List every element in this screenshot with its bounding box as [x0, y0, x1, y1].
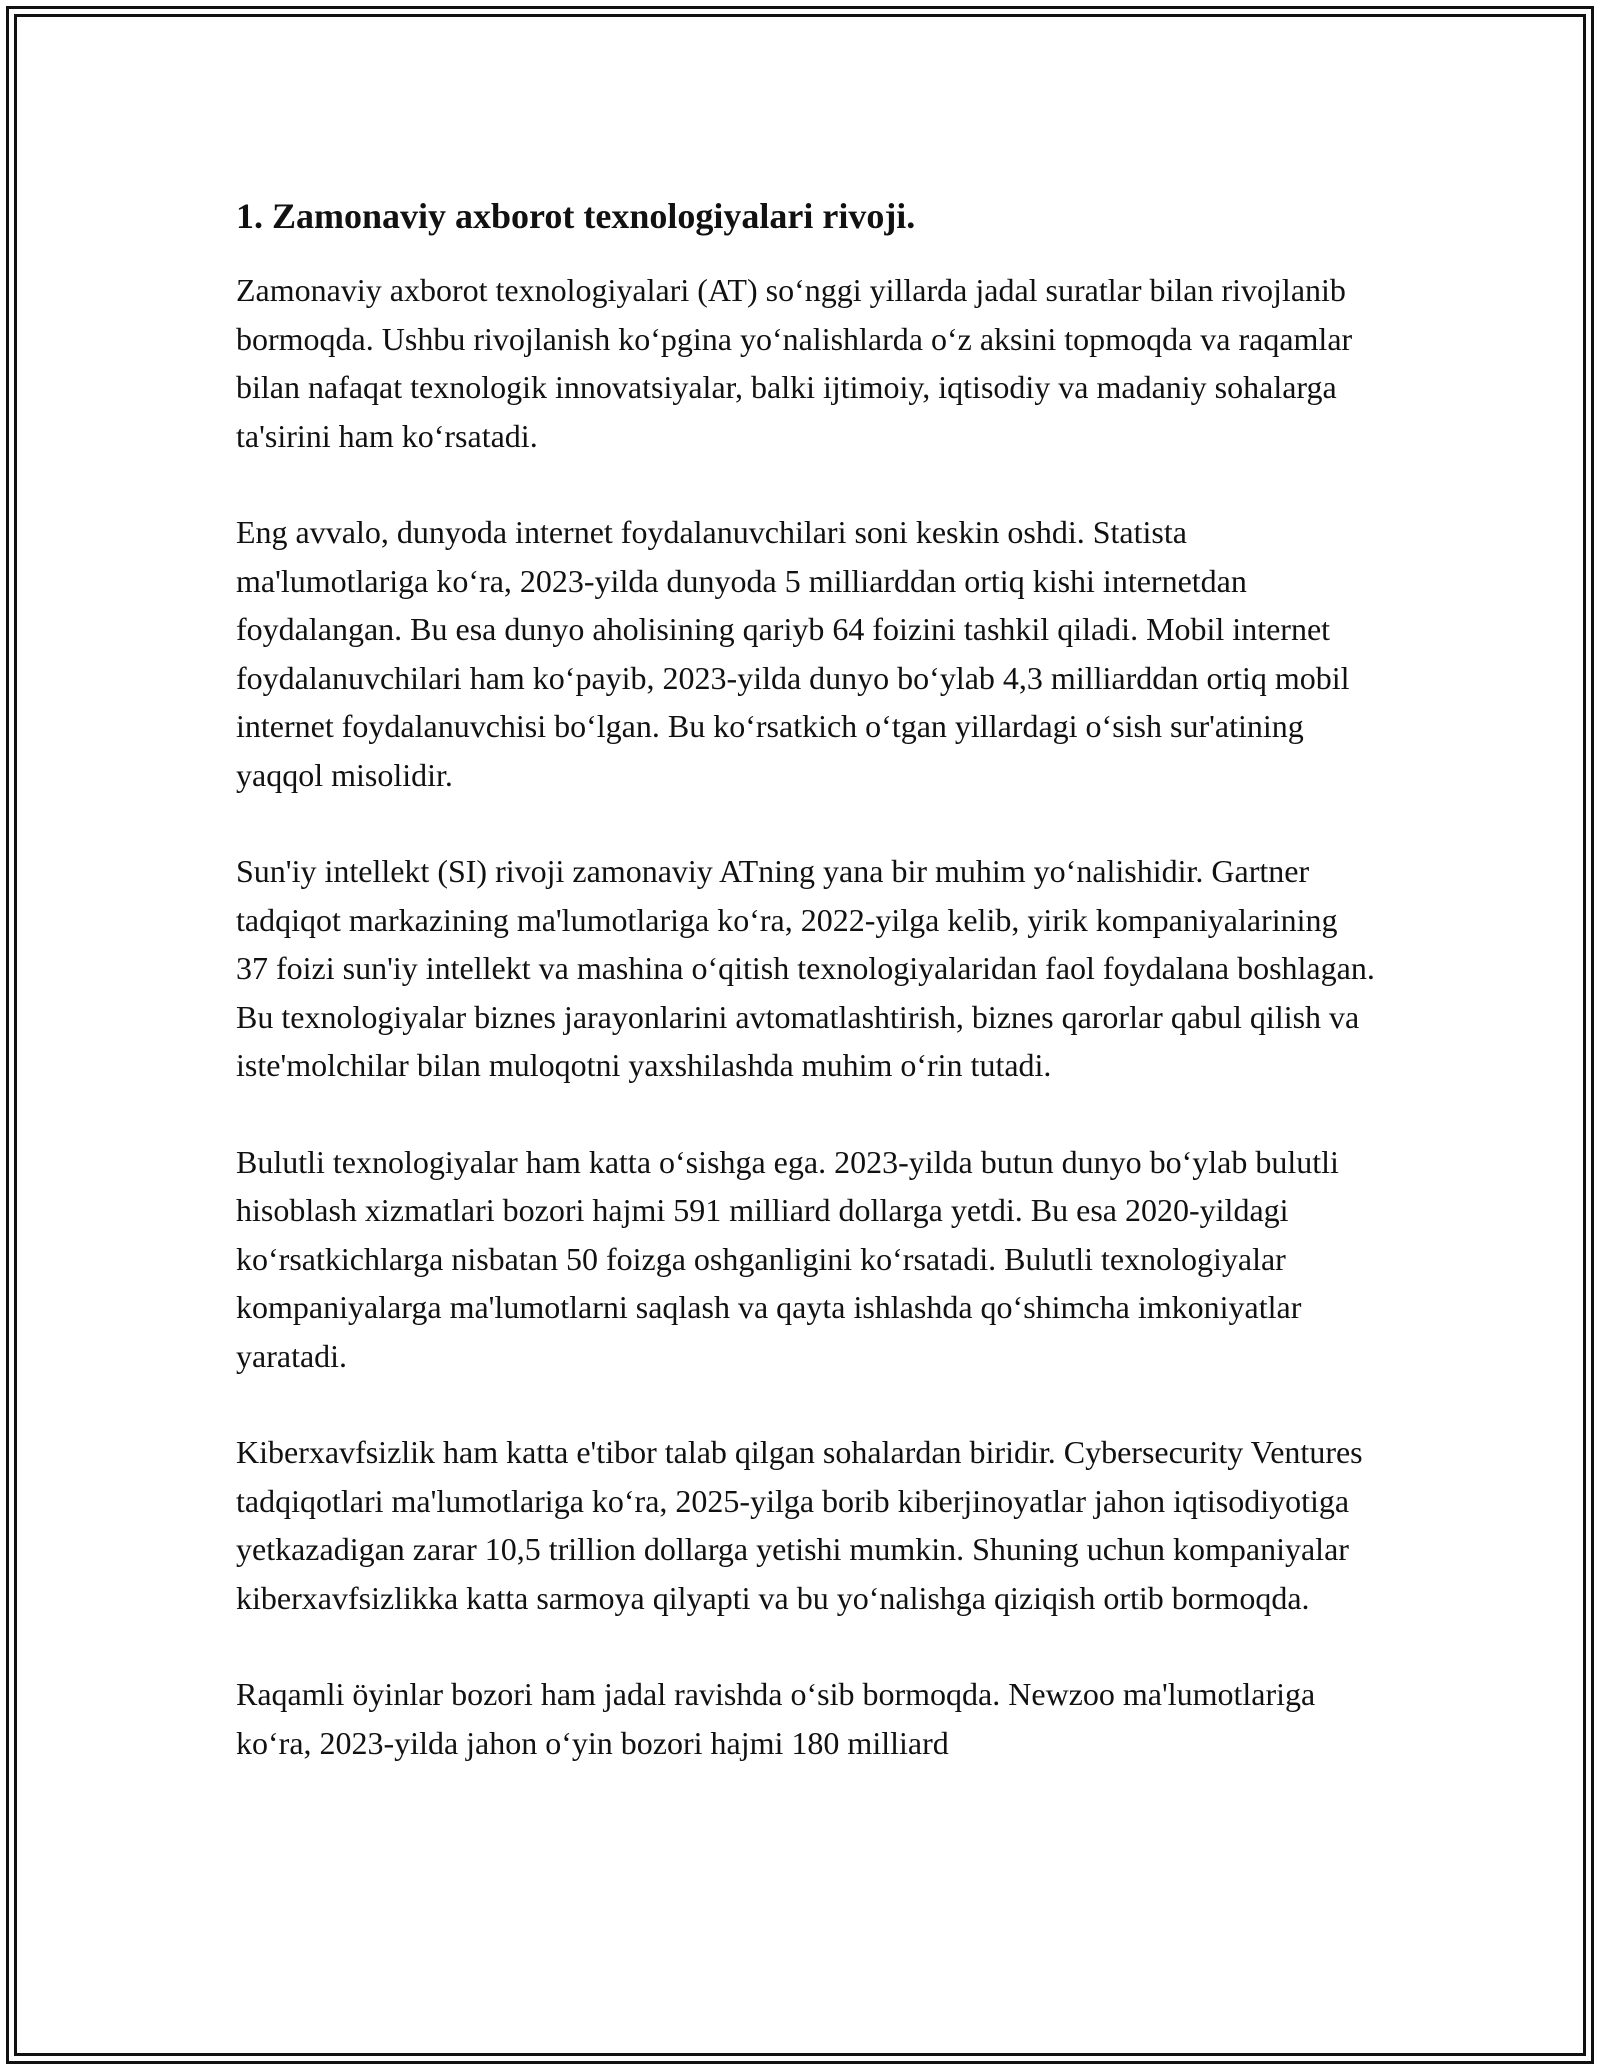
paragraph-digital-games: Raqamli öyinlar bozori ham jadal ravishda o‘sib bormoqda. Newzoo ma'lumotlariga ko‘ra, 2023-yilda jahon o‘yin bozori hajmi 180 milliard: [236, 1676, 1316, 1761]
section-heading: 1. Zamonaviy axborot texnologiyalari rivoji.: [236, 196, 916, 236]
paragraph-internet-users: Eng avvalo, dunyoda internet foydalanuvchilari soni keskin oshdi. Statista ma'lumotlariga ko‘ra, 2023-yilda dunyoda 5 milliarddan ortiq kishi internetdan foydalangan. Bu esa dunyo aholisining qariyb 64 foizini tashkil qiladi. Mobil internet foydalanuvchilari ham ko‘payib, 2023-yilda dunyo bo‘ylab 4,3 milliarddan ortiq mobil internet foydalanuvchisi bo‘lgan. Bu ko‘rsatkich o‘tgan yillardagi o‘sish sur'atining yaqqol misolidir.: [236, 514, 1350, 793]
document-body: [236, 188, 1376, 1767]
paragraph-intro: Zamonaviy axborot texnologiyalari (AT) so‘nggi yillarda jadal suratlar bilan rivojlanib bormoqda. Ushbu rivojlanish ko‘pgina yo‘nalishlarda o‘z aksini topmoqda va raqamlar bilan nafaqat texnologik innovatsiyalar, balki ijtimoiy, iqtisodiy va madaniy sohalarga ta'sirini ham ko‘rsatadi.: [236, 272, 1353, 454]
paragraph-cybersecurity: Kiberxavfsizlik ham katta e'tibor talab qilgan sohalardan biridir. Cybersecurity Ventures tadqiqotlari ma'lumotlariga ko‘ra, 2025-yilga borib kiberjinoyatlar jahon iqtisodiyotiga yetkazadigan zarar 10,5 trillion dollarga yetishi mumkin. Shuning uchun kompaniyalar kiberxavfsizlikka katta sarmoya qilyapti va bu yo‘nalishga qiziqish ortib bormoqda.: [236, 1434, 1363, 1616]
paragraph-cloud-technologies: Bulutli texnologiyalar ham katta o‘sishga ega. 2023-yilda butun dunyo bo‘ylab bulutli hisoblash xizmatlari bozori hajmi 591 milliard dollarga yetdi. Bu esa 2020-yildagi ko‘rsatkichlarga nisbatan 50 foizga oshganligini ko‘rsatadi. Bulutli texnologiyalar kompaniyalarga ma'lumotlarni saqlash va qayta ishlashda qo‘shimcha imkoniyatlar yaratadi.: [236, 1143, 1339, 1374]
paragraph-artificial-intelligence: Sun'iy intellekt (SI) rivoji zamonaviy ATning yana bir muhim yo‘nalishidir. Gartner tadqiqot markazining ma'lumotlariga ko‘ra, 2022-yilga kelib, yirik kompaniyalarining 37 foizi sun'iy intellekt va mashina o‘qitish texnologiyalaridan faol foydalana boshlagan. Bu texnologiyalar biznes jarayonlarini avtomatlashtirish, biznes qarorlar qabul qilish va iste'molchilar bilan muloqotni yaxshilashda muhim o‘rin tutadi.: [236, 853, 1375, 1083]
